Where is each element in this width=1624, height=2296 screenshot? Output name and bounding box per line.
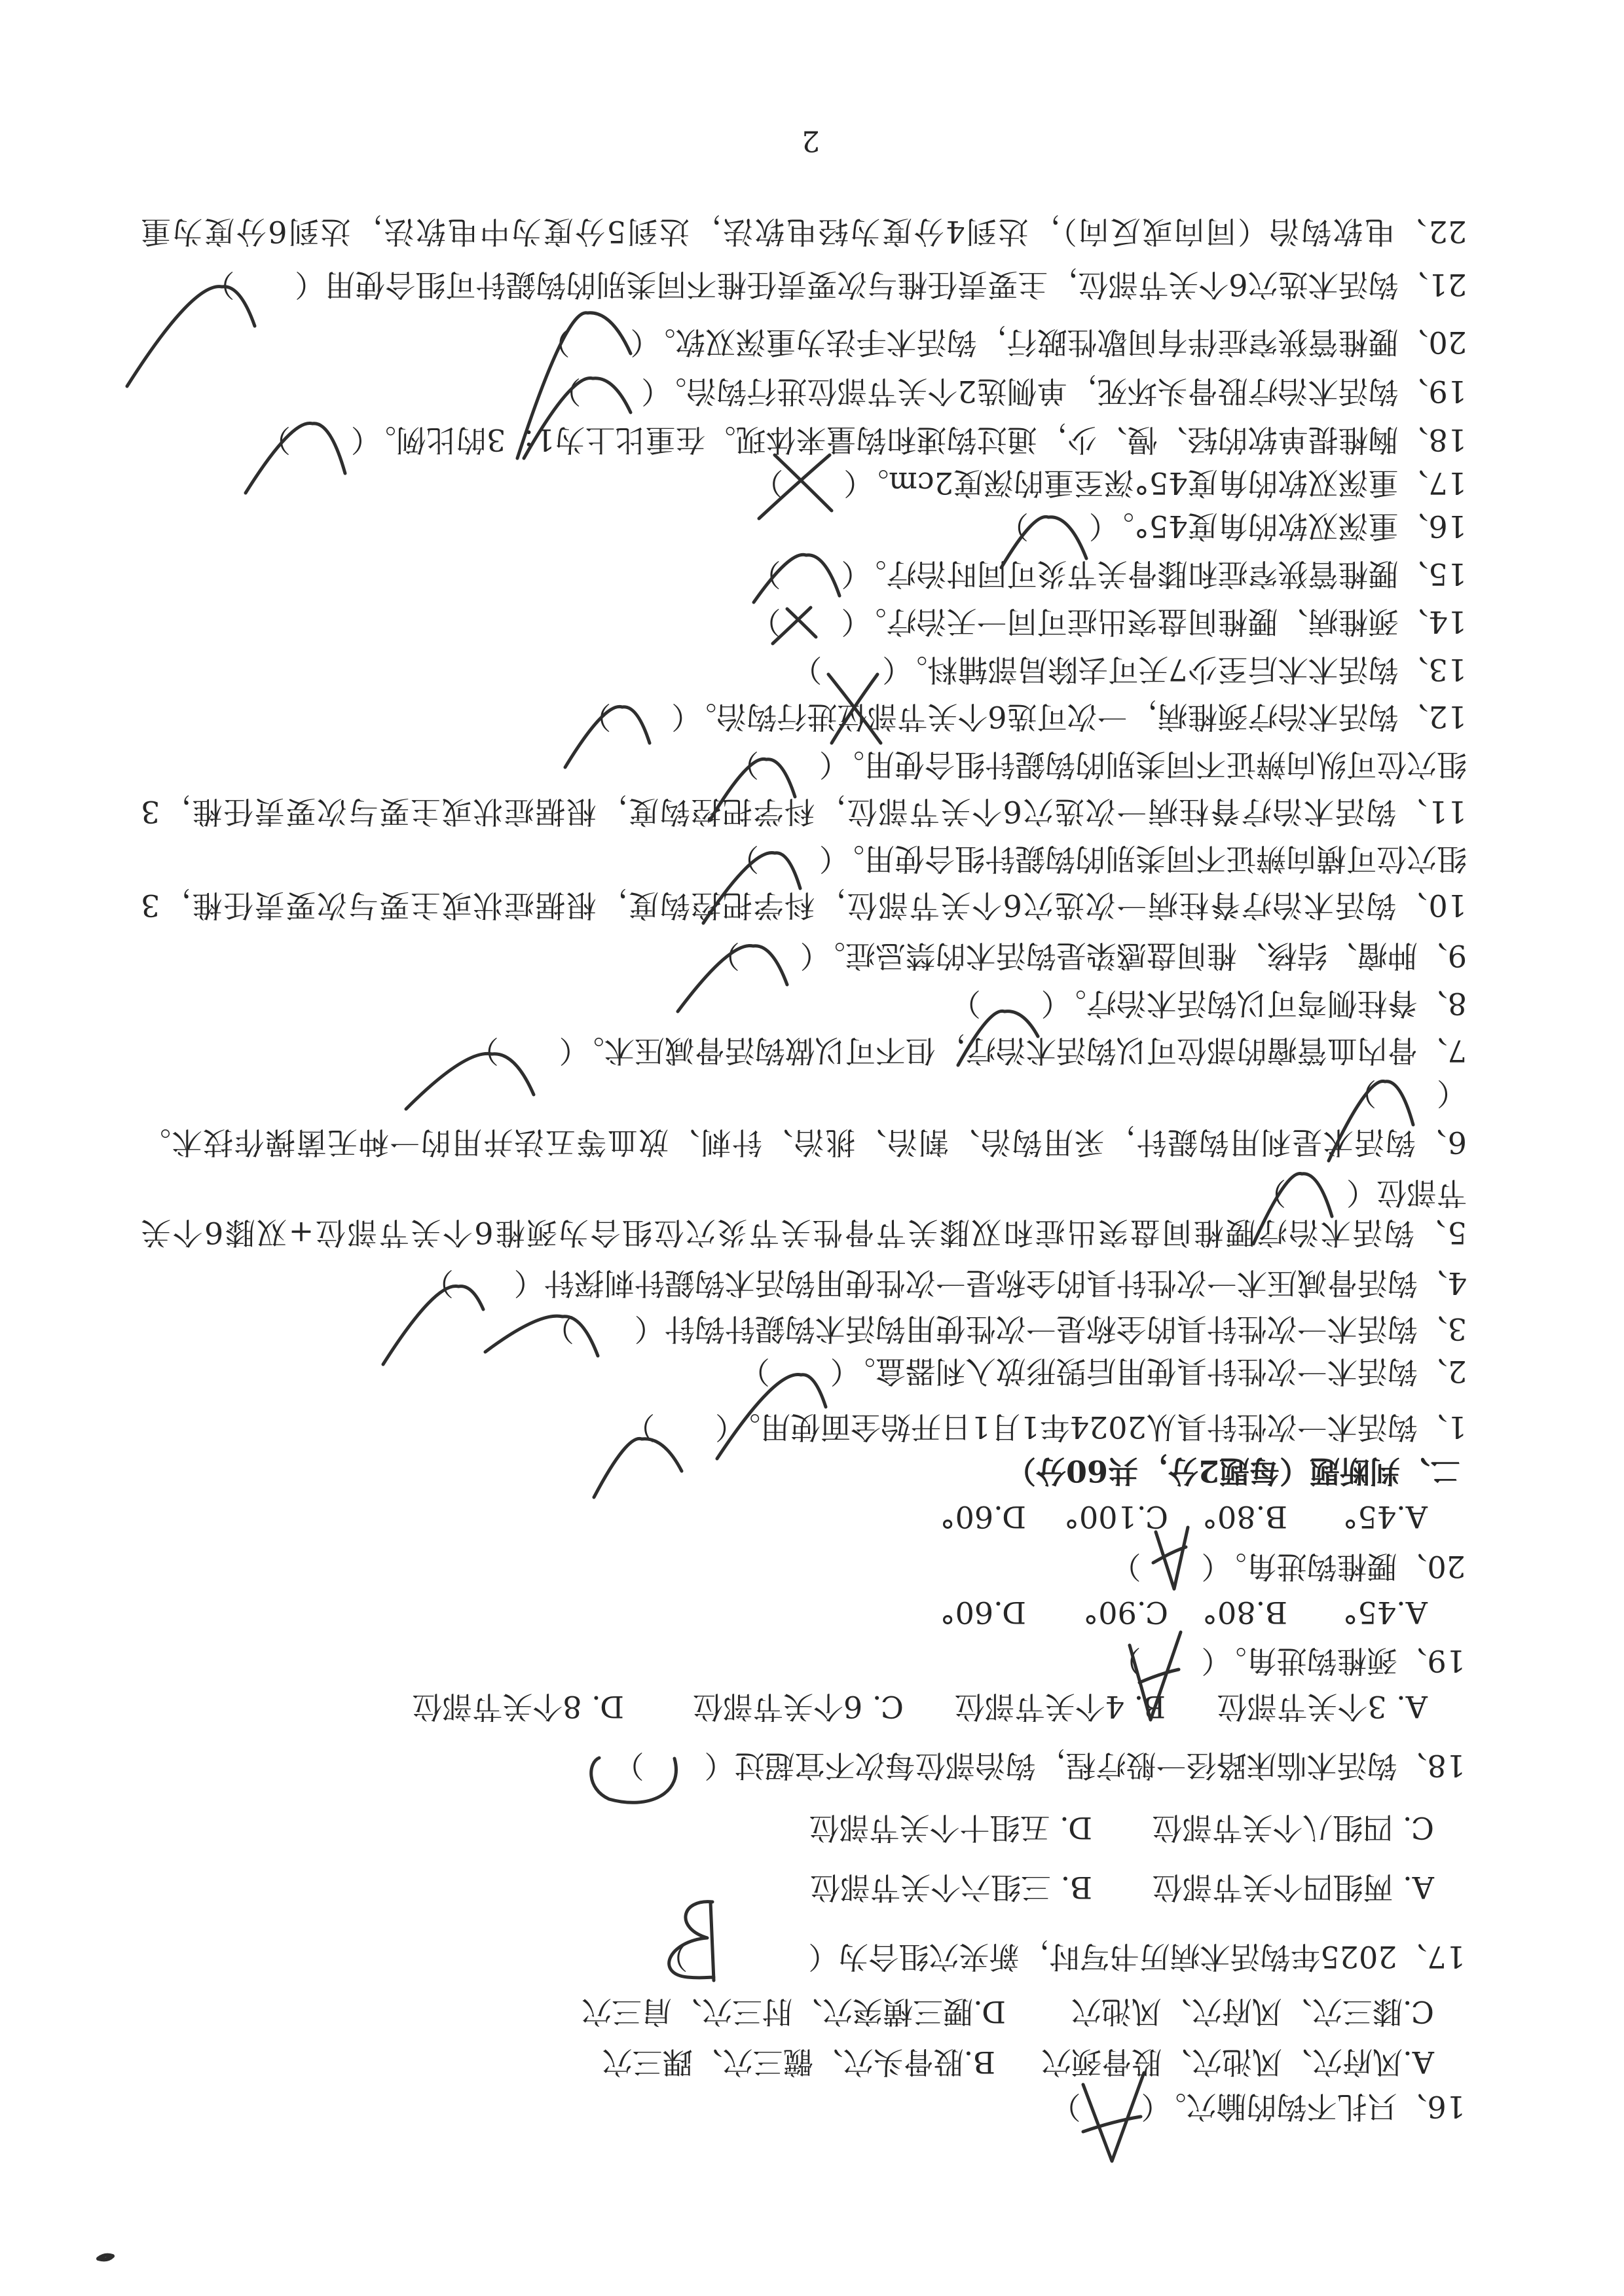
q18-option-d: D. 8个关节部位 bbox=[412, 1689, 624, 1724]
judgement-item-17: 17、重深双软的角度45°深至重的深度2cm。（ ） bbox=[753, 465, 1467, 501]
judgement-item-15: 15、腰椎管狭窄症和膝骨关节炎可同时治疗。（ ） bbox=[750, 556, 1467, 592]
q17-option-b: B. 三组六个关节部位 bbox=[809, 1870, 1092, 1905]
question-18-stem: 18、钩活术临床路径一般疗程，钩治部位每次不宜超过（ ） bbox=[614, 1748, 1466, 1783]
q17-option-c: C. 四组八个关节部位 bbox=[1152, 1810, 1434, 1846]
q16-option-d: D.腰三横突穴、肘三穴、肩三穴 bbox=[581, 1994, 1006, 2030]
judgement-item-4: 4、钩活骨减压术一次性针具的全称是一次性使用钩活术钩鍉针刺探针（ ） bbox=[423, 1266, 1467, 1301]
q20-option-a: A.45° bbox=[1342, 1499, 1428, 1535]
q18-option-c: C. 6个关节部位 bbox=[692, 1689, 904, 1724]
judgement-item-6-cont: （ ） bbox=[1346, 1076, 1467, 1111]
question-17-stem: 17、2025年钩活术病历书写时，新夹穴组合为（ ） bbox=[657, 1939, 1466, 1975]
page-number: 2 bbox=[802, 124, 820, 157]
judgement-item-13: 13、钩活术术后至少7天可去除局部辅料。（ ） bbox=[792, 652, 1467, 687]
q20-option-d: D.60° bbox=[940, 1499, 1026, 1535]
judgement-item-6: 6、钩活术是利用钩鍉针，采用钩治、割治、挑治、针刺、放血等五法并用的一种无菌操作技术。 bbox=[141, 1125, 1467, 1160]
q17-option-d: D. 五组十个关节部位 bbox=[809, 1810, 1092, 1846]
judgement-item-7: 7、骨内血管瘤的部位可以钩活术治疗，但不可以做钩活骨减压术。（ ） bbox=[468, 1033, 1467, 1068]
judgement-item-3: 3、钩活术一次性针具的全称是一次性使用钩活术钩鍉针钩针（ ） bbox=[544, 1311, 1467, 1347]
question-16-stem: 16、只扎不钩的腧穴。（ ） bbox=[1050, 2089, 1466, 2124]
q19-option-d: D.60° bbox=[940, 1595, 1026, 1630]
q16-option-a: A.风府穴、风池穴、股骨颈穴 bbox=[1041, 2045, 1434, 2080]
judgement-item-21: 21、钩活术选穴6个关节部位，主要责任椎与次要责任椎不同类别的钩鍉针可组合使用（ ） bbox=[204, 267, 1467, 302]
judgement-item-2: 2、钩活术一次性针具使用后毁形放入利器盒。（ ） bbox=[739, 1354, 1467, 1389]
q20-option-b: B.80° bbox=[1202, 1499, 1287, 1535]
judgement-item-5-cont: 节部位（ ） bbox=[1256, 1175, 1467, 1211]
q20-option-c: C.100° bbox=[1064, 1499, 1168, 1535]
judgement-item-16: 16、重深双软的角度45°。（ ） bbox=[998, 509, 1467, 544]
judgement-item-1: 1、钩活术一次性针具从2024年1月1日开始全面使用。（ ） bbox=[625, 1410, 1467, 1445]
q16-option-c: C.膝三穴、风府穴、风池穴 bbox=[1071, 1994, 1434, 2030]
judgement-item-9: 9、肿瘤、结核、椎间盘感染是钩活术的禁忌症。（ ） bbox=[709, 938, 1467, 974]
judgement-item-14: 14、颈椎病、腰椎间盘突出症可同一天治疗。（ ） bbox=[750, 604, 1467, 640]
q19-option-a: A.45° bbox=[1342, 1595, 1428, 1630]
judgement-item-8: 8、脊柱侧弯可以钩活术治疗。（ ） bbox=[950, 986, 1467, 1021]
q19-option-b: B.80° bbox=[1202, 1595, 1287, 1630]
q19-option-c: C.90° bbox=[1083, 1595, 1168, 1630]
q18-option-a: A. 3个关节部位 bbox=[1217, 1689, 1428, 1724]
judgement-item-5: 5、钩活术治疗腰椎间盘突出症和双膝关节骨性关节炎穴位组合为颈椎6个关节部位+双膝6个关 bbox=[141, 1215, 1467, 1250]
judgement-item-22: 22、电软钩治（同向或反向），达到4分度为轻电软法，达到5分度为中电软法，达到6分度为重 bbox=[141, 214, 1467, 249]
q16-option-b: B.股骨头穴、髋三穴、踝三穴 bbox=[602, 2045, 995, 2080]
q17-option-a: A. 两组四个关节部位 bbox=[1152, 1870, 1434, 1905]
judgement-item-11: 11、钩活术治疗脊柱病一次选穴6个关节部位，科学把控钩度，根据症状或主要与次要责任椎，3 bbox=[141, 794, 1467, 829]
q18-option-b: B. 4个关节部位 bbox=[954, 1689, 1166, 1724]
question-19-stem: 19、颈椎钩进角。（ ） bbox=[1111, 1643, 1466, 1679]
judgement-item-10: 10、钩活术治疗脊柱病一次选穴6个关节部位，科学把控钩度，根据症状或主要与次要责任椎，3 bbox=[141, 888, 1467, 923]
judgement-item-18: 18、胸椎提单软的轻、慢、少，通过钩速和钩量来体现。在重比上为1：3的比例。（ ） bbox=[260, 422, 1467, 458]
judgement-item-12: 12、钩活术治疗颈椎病，一次可选6个关节部位进行钩治。（ ） bbox=[581, 699, 1467, 735]
judgement-item-11-cont: 组穴位可纵向辨证不同类别的钩鍉针组合使用。（ ） bbox=[729, 747, 1467, 782]
judgement-item-10-cont: 组穴位可横向辨证不同类别的钩鍉针组合使用。（ ） bbox=[729, 841, 1467, 877]
judgement-item-19: 19、钩活术治疗股骨头坏死，单侧选2个关节部位进行钩治。（ ） bbox=[551, 374, 1467, 409]
section-heading-judgement: 二、判断题（每题2分，共60分） bbox=[1005, 1453, 1460, 1489]
judgement-item-20: 20、腰椎管狭窄症伴有间歇性跛行，钩活术手法为重深双软。（ ） bbox=[540, 325, 1467, 360]
question-20-stem: 20、腰椎钩进角。（ ） bbox=[1111, 1549, 1466, 1584]
